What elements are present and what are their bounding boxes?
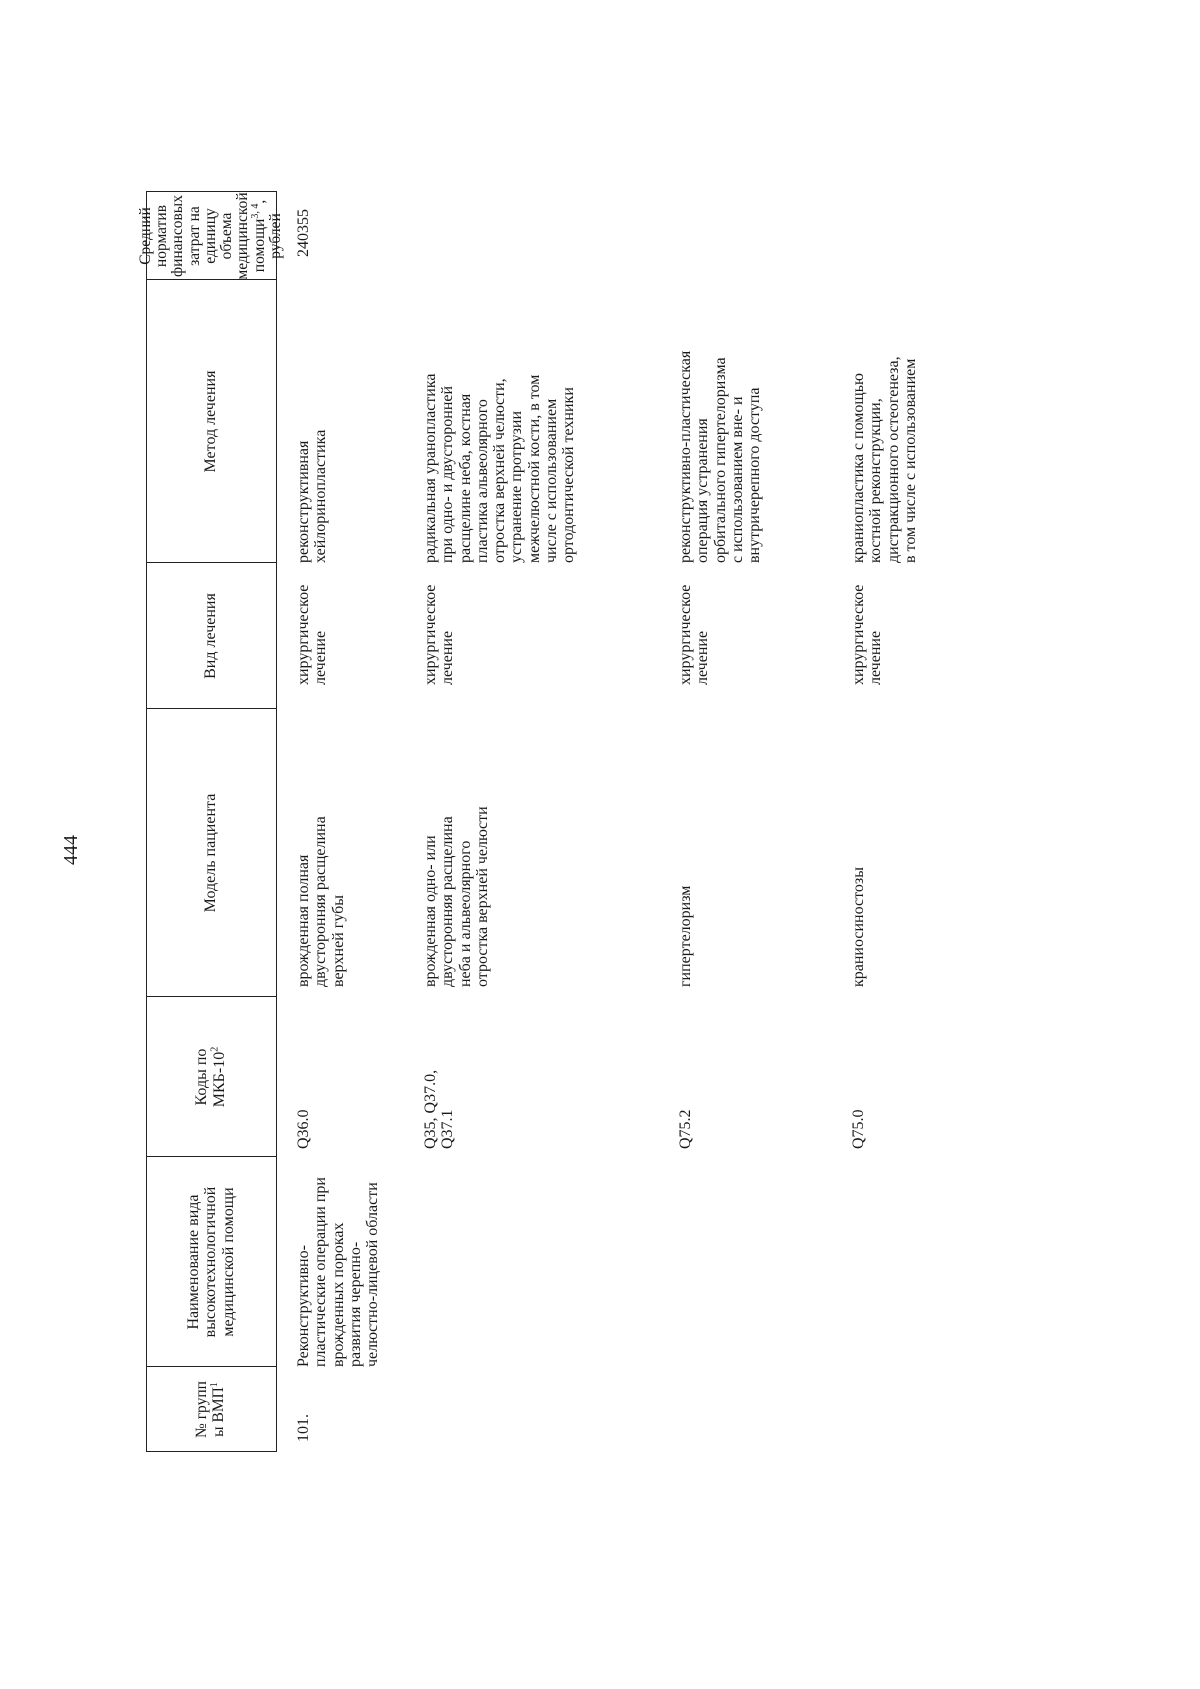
header-patient-model: Модель пациента (202, 793, 220, 913)
row-4-patient-model: краниосиностозы (850, 867, 867, 987)
row-4-treatment-method: краниопластика с помощью костной реконструкции, дистракционного остеогенеза, в том числе с использованием (850, 356, 919, 563)
header-treatment-type: Вид лечения (202, 593, 220, 679)
table-header-bottom-border (276, 191, 277, 1452)
row-2-treatment-method: радикальная уранопластика при одно- и двусторонней расщелине неба, костная пластика альвеолярного отростка верхней челюсти, устранение протрузии межчелюстной кости, в том числе с использованием ортодонтической техники (422, 373, 578, 563)
row-3-treatment-method: реконструктивно-пластическая операция устранения орбитального гипертелоризма с использованием вне- и внутричерепного доступа (677, 350, 764, 563)
page-number: 444 (59, 835, 82, 865)
row-2-treatment-type: хирургическое лечение (422, 584, 457, 685)
row-1-treatment-method: реконструктивная хейлоринопластика (295, 429, 330, 563)
row-4-treatment-type: хирургическое лечение (850, 584, 885, 685)
group-cost: 240355 (295, 209, 312, 257)
row-1-patient-model: врожденная полная двусторонняя расщелина верхней губы (295, 816, 347, 987)
header-vmp-name: Наименование вида высокотехнологичной медицинской помощи (184, 1186, 237, 1338)
header-group-number: № групп ы ВМП$^1$ (193, 1381, 227, 1438)
row-2-patient-model: врожденная одно- или двусторонняя расщелина неба и альвеолярного отростка верхней челюсти (422, 806, 491, 987)
row-4-icd-codes: Q75.0 (850, 1109, 867, 1149)
row-3-treatment-type: хирургическое лечение (677, 584, 712, 685)
row-3-icd-codes: Q75.2 (677, 1109, 694, 1149)
header-treatment-method: Метод лечения (202, 370, 220, 473)
group-vmp-name: Реконструктивно- пластические операции при врожденных пороках развития черепно- челюстно-лицевой области (295, 1177, 382, 1367)
header-cost-standard: Средний норматив финансовых затрат на единицу объема медицинской помощи$^{3, 4}$, рублей (136, 192, 284, 280)
row-1-treatment-type: хирургическое лечение (295, 584, 330, 685)
row-2-icd-codes: Q35, Q37.0, Q37.1 (422, 1069, 457, 1149)
row-3-patient-model: гипертелоризм (677, 885, 694, 987)
row-1-icd-codes: Q36.0 (295, 1109, 312, 1149)
group-number: 101. (295, 1414, 312, 1442)
header-icd-codes: Коды по МКБ-$10^2$ (193, 1046, 228, 1108)
